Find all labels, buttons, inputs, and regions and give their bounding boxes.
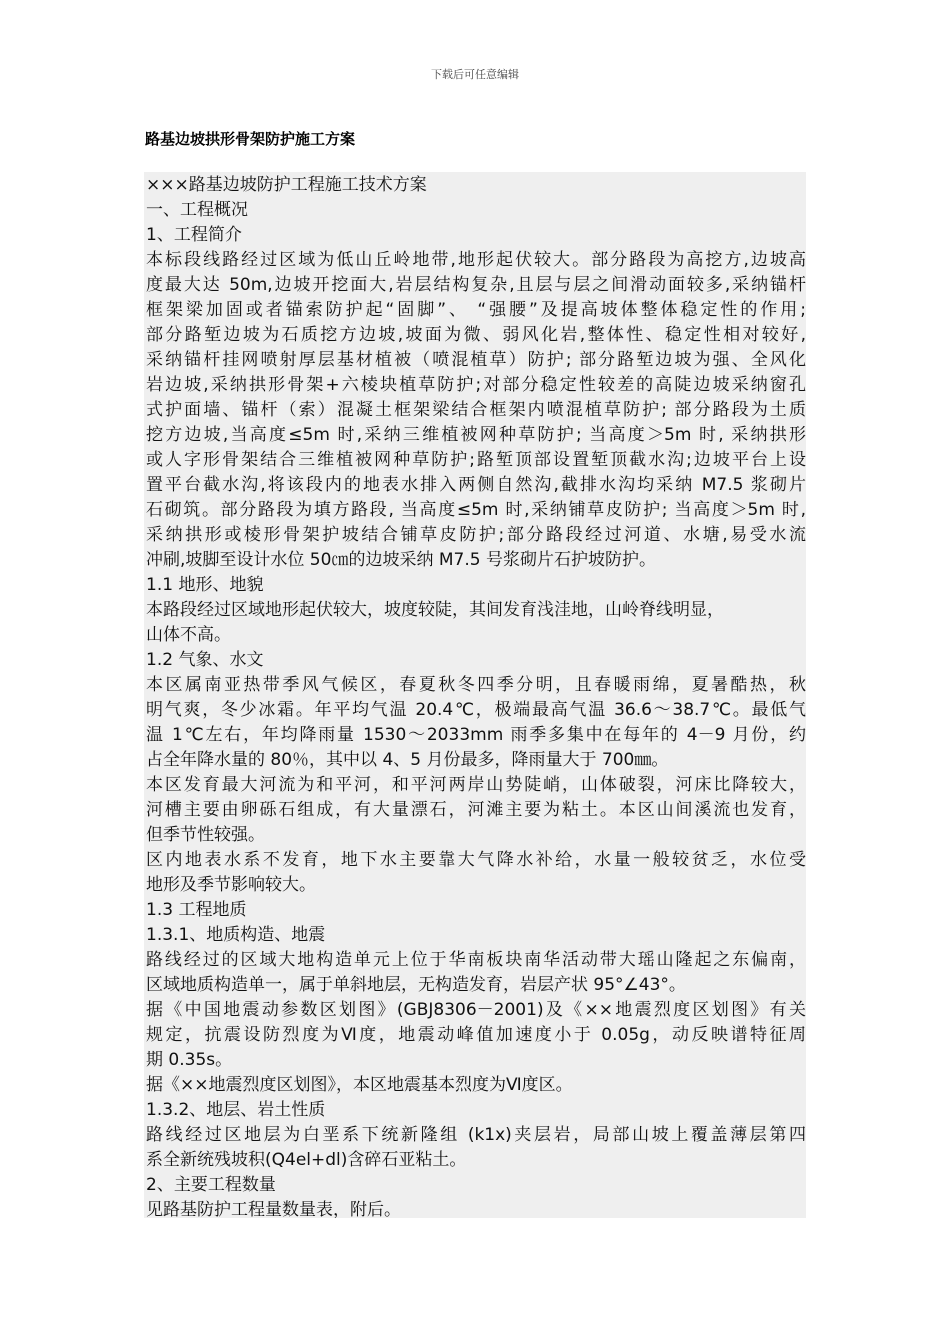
document-title: 路基边坡拱形骨架防护施工方案 xyxy=(145,130,356,148)
text-line: 但季节性较强。 xyxy=(146,825,265,845)
text-line: 1.3.2、地层、岩土性质 xyxy=(146,1100,326,1120)
text-line: 1.2 气象、水文 xyxy=(146,650,264,670)
text-line: 1.3.1、地质构造、地震 xyxy=(146,925,326,945)
text-line: 部分路堑边坡为石质挖方边坡,坡面为微、弱风化岩,整体性、稳定性相对较好, xyxy=(146,325,806,345)
text-line: 采纳锚杆挂网喷射厚层基材植被（喷混植草）防护; 部分路堑边坡为强、全风化 xyxy=(146,350,806,370)
text-line: 路线经过的区域大地构造单元上位于华南板块南华活动带大瑶山隆起之东偏南， xyxy=(146,950,806,970)
text-line: 地形及季节影响较大。 xyxy=(146,875,316,895)
text-line: 2、主要工程数量 xyxy=(146,1175,276,1195)
text-line: 温 1℃左右，年均降雨量 1530～2033mm 雨季多集中在每年的 4－9 月份，约 xyxy=(146,725,806,745)
text-line: 或人字形骨架结合三维植被网种草防护;路堑顶部设置堑顶截水沟;边坡平台上设 xyxy=(146,450,806,470)
header-note: 下载后可任意编辑 xyxy=(431,68,519,81)
text-line: 区内地表水系不发育，地下水主要靠大气降水补给，水量一般较贫乏，水位受 xyxy=(146,850,806,870)
text-line: 河槽主要由卵砾石组成，有大量漂石，河滩主要为粘土。本区山间溪流也发育， xyxy=(146,800,806,820)
text-line: 规定，抗震设防烈度为Ⅵ度，地震动峰值加速度小于 0.05g，动反映谱特征周 xyxy=(146,1025,806,1045)
text-line: 本区属南亚热带季风气候区，春夏秋冬四季分明，且春暖雨绵，夏暑酷热，秋 xyxy=(146,675,806,695)
text-line: 石砌筑。部分路段为填方路段, 当高度≤5m 时,采纳铺草皮防护; 当高度＞5m 时, xyxy=(146,500,806,520)
text-line: 本路段经过区域地形起伏较大，坡度较陡，其间发育浅洼地，山岭脊线明显， xyxy=(146,600,724,620)
text-line: 挖方边坡,当高度≤5m 时,采纳三维植被网种草防护; 当高度＞5m 时, 采纳拱形 xyxy=(146,425,806,445)
text-line: 据《中国地震动参数区划图》(GBJ8306－2001)及《××地震烈度区划图》有关 xyxy=(146,1000,806,1020)
text-line: 度最大达 50m,边坡开挖面大,岩层结构复杂,且层与层之间滑动面较多,采纳锚杆 xyxy=(146,275,806,295)
text-line: 见路基防护工程量数量表，附后。 xyxy=(146,1200,401,1218)
text-line: 路线经过区地层为白垩系下统新隆组 (k1x)夹层岩，局部山坡上覆盖薄层第四 xyxy=(146,1125,806,1145)
text-line: 1、工程简介 xyxy=(146,225,242,245)
text-line: 本区发育最大河流为和平河，和平河两岸山势陡峭，山体破裂，河床比降较大， xyxy=(146,775,806,795)
text-line: 岩边坡,采纳拱形骨架+六棱块植草防护;对部分稳定性较差的高陡边坡采纳窗孔 xyxy=(146,375,806,395)
text-line: 采纳拱形或棱形骨架护坡结合铺草皮防护;部分路段经过河道、水塘,易受水流 xyxy=(146,525,806,545)
text-line: 据《××地震烈度区划图》，本区地震基本烈度为Ⅵ度区。 xyxy=(146,1075,573,1095)
text-line: 式护面墙、锚杆（索）混凝土框架梁结合框架内喷混植草防护; 部分路段为土质 xyxy=(146,400,806,420)
text-line: 1.1 地形、地貌 xyxy=(146,575,264,595)
text-line: 期 0.35s。 xyxy=(146,1050,233,1070)
text-line: 框架梁加固或者锚索防护起“固脚”、 “强腰”及提高坡体整体稳定性的作用; xyxy=(146,300,806,320)
text-line: 置平台截水沟,将该段内的地表水排入两侧自然沟,截排水沟均采纳 M7.5 浆砌片 xyxy=(146,475,806,495)
text-line: 系全新统残坡积(Q4el+dl)含碎石亚粘土。 xyxy=(146,1150,467,1170)
text-line: ×××路基边坡防护工程施工技术方案 xyxy=(146,175,427,195)
text-line: 山体不高。 xyxy=(146,625,231,645)
text-line: 一、工程概况 xyxy=(146,200,248,220)
text-line: 本标段线路经过区域为低山丘岭地带,地形起伏较大。部分路段为高挖方,边坡高 xyxy=(146,250,806,270)
text-line: 1.3 工程地质 xyxy=(146,900,247,920)
content-block xyxy=(144,172,806,1218)
text-line: 区域地质构造单一，属于单斜地层，无构造发育，岩层产状 95°∠43°。 xyxy=(146,975,686,995)
text-line: 冲刷,坡脚至设计水位 50㎝的边坡采纳 M7.5 号浆砌片石护坡防护。 xyxy=(146,550,656,570)
text-line: 明气爽，冬少冰霜。年平均气温 20.4℃，极端最高气温 36.6～38.7℃。最低气 xyxy=(146,700,806,720)
text-line: 占全年降水量的 80％，其中以 4、5 月份最多，降雨量大于 700㎜。 xyxy=(146,750,669,770)
